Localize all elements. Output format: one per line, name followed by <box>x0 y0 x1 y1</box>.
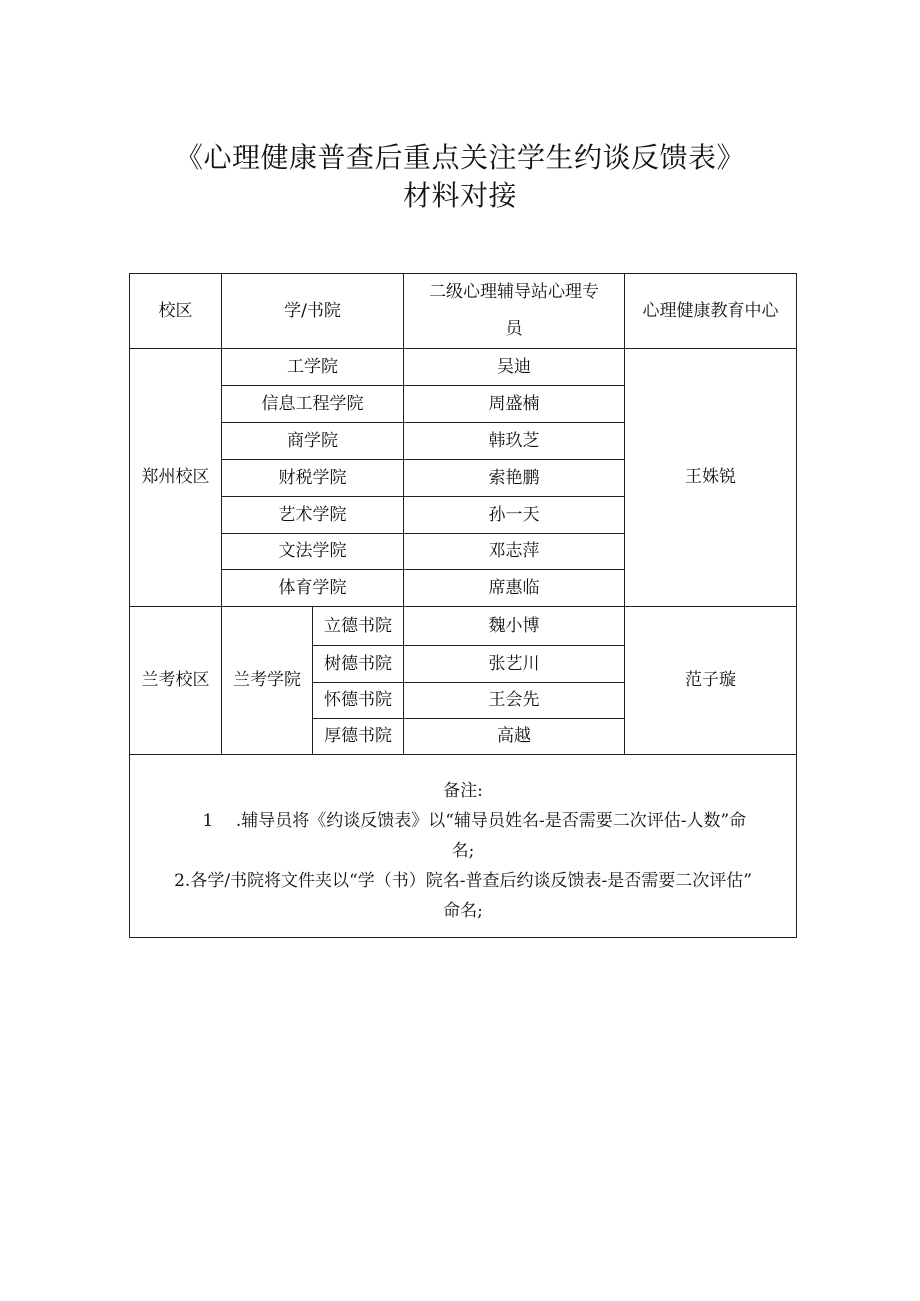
header-college: 学/书院 <box>222 274 404 349</box>
academy-cell: 立德书院 <box>313 607 404 646</box>
table-row <box>130 349 797 386</box>
counselor-cell: 索艳鹏 <box>404 460 625 497</box>
note-item-1-text: .辅导员将《约谈反馈表》以“辅导员姓名-是否需要二次评估-人数”命 <box>235 811 747 831</box>
college-cell: 商学院 <box>222 423 404 460</box>
note-item-1-number: 1 <box>202 811 214 831</box>
document-subtitle: 材料对接 <box>402 179 517 212</box>
college-lankao: 兰考学院 <box>222 607 313 755</box>
header-row <box>130 274 797 349</box>
counselor-cell: 孙一天 <box>404 497 625 534</box>
feedback-table <box>129 273 797 938</box>
header-counselor-line1: 二级心理辅导站心理专 <box>429 282 600 302</box>
college-cell: 信息工程学院 <box>222 386 404 423</box>
notes-cell <box>130 755 797 938</box>
note-item-1-continued: 名; <box>451 841 475 861</box>
campus-lankao: 兰考校区 <box>130 607 222 755</box>
counselor-cell: 王会先 <box>404 683 625 719</box>
college-cell: 体育学院 <box>222 570 404 607</box>
notes-row <box>130 755 797 938</box>
header-counselor <box>404 274 625 349</box>
college-cell: 财税学院 <box>222 460 404 497</box>
header-center: 心理健康教育中心 <box>625 274 797 349</box>
college-cell: 工学院 <box>222 349 404 386</box>
counselor-cell: 张艺川 <box>404 646 625 683</box>
academy-cell: 厚德书院 <box>313 719 404 755</box>
counselor-cell: 周盛楠 <box>404 386 625 423</box>
table-row <box>130 607 797 646</box>
note-item-1 <box>130 806 796 836</box>
counselor-cell: 韩玖芝 <box>404 423 625 460</box>
college-cell: 艺术学院 <box>222 497 404 534</box>
counselor-cell: 高越 <box>404 719 625 755</box>
counselor-cell: 席惠临 <box>404 570 625 607</box>
note-item-2-continued: 命名; <box>443 901 483 921</box>
center-contact-zhengzhou: 王姝锐 <box>625 349 797 607</box>
center-contact-lankao: 范子璇 <box>625 607 797 755</box>
counselor-cell: 邓志萍 <box>404 534 625 570</box>
header-counselor-line2: 员 <box>505 319 523 339</box>
academy-cell: 树德书院 <box>313 646 404 683</box>
counselor-cell: 吴迪 <box>404 349 625 386</box>
academy-cell: 怀德书院 <box>313 683 404 719</box>
college-cell: 文法学院 <box>222 534 404 570</box>
header-campus: 校区 <box>130 274 222 349</box>
campus-zhengzhou: 郑州校区 <box>130 349 222 607</box>
notes-label: 备注: <box>443 781 483 801</box>
document-title: 《心理健康普查后重点关注学生约谈反馈表》 <box>174 141 745 174</box>
note-item-2: 2.各学/书院将文件夹以“学（书）院名-普查后约谈反馈表-是否需要二次评估” <box>174 871 752 891</box>
counselor-cell: 魏小博 <box>404 607 625 646</box>
